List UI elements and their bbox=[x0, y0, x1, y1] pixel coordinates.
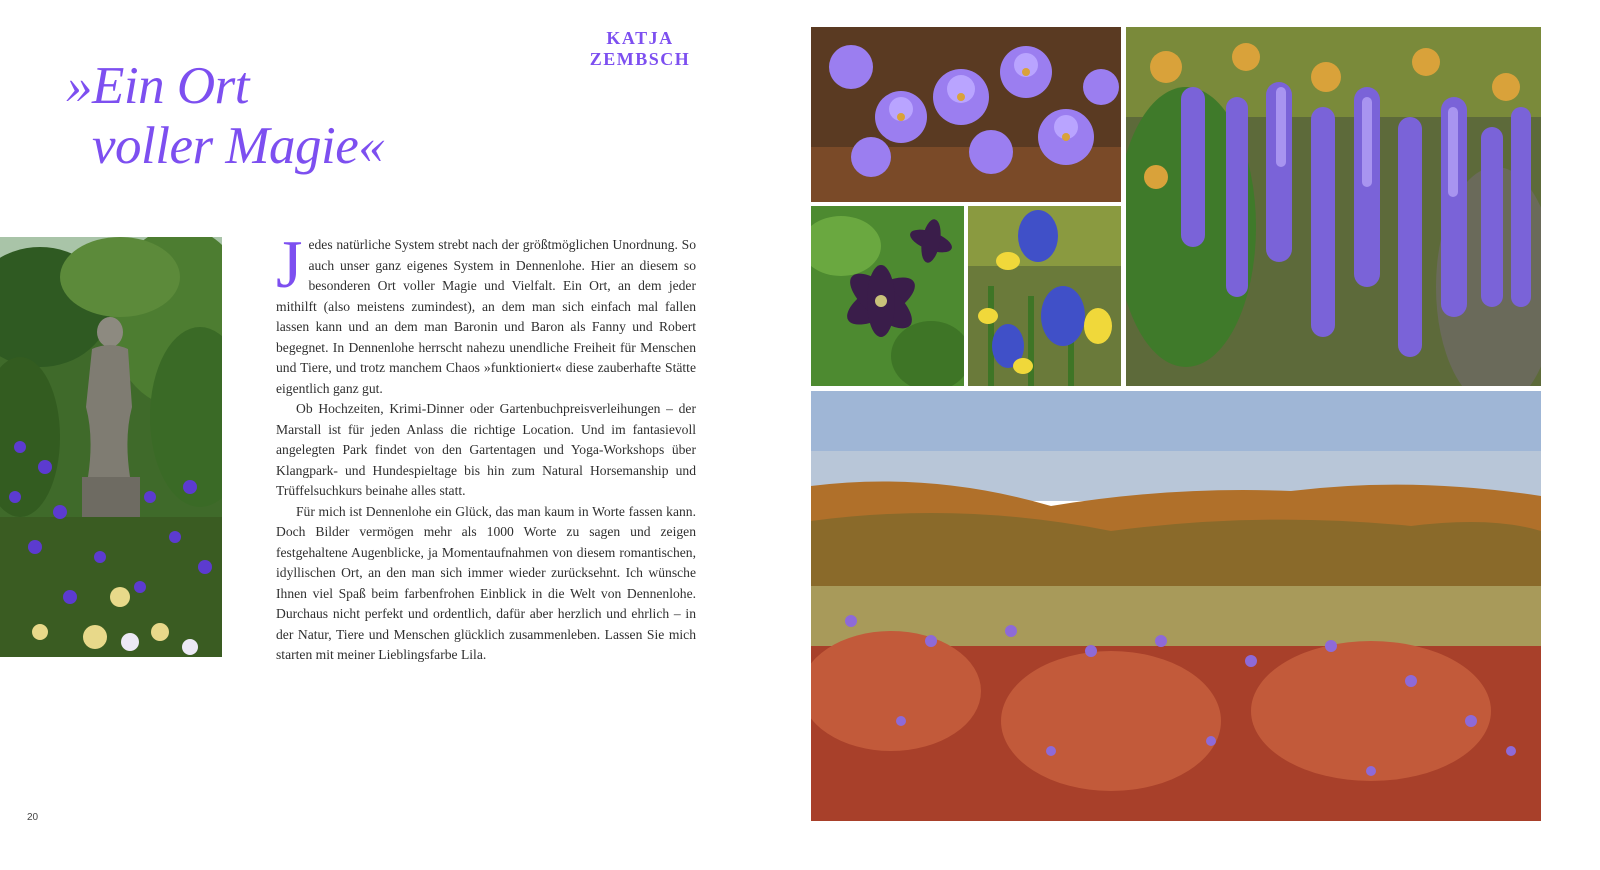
author-name bbox=[560, 28, 720, 70]
garden-statue-photo bbox=[0, 237, 222, 657]
purple-crocus-photo bbox=[811, 27, 1121, 202]
autumn-meadow-photo bbox=[811, 391, 1541, 821]
author-first-name: KATJA bbox=[606, 28, 674, 48]
article-body bbox=[276, 226, 696, 666]
wisteria-photo bbox=[1126, 27, 1541, 386]
paragraph-1 bbox=[276, 226, 696, 399]
title-line-2: voller Magie« bbox=[92, 117, 385, 175]
author-last-name: ZEMBSCH bbox=[589, 49, 691, 69]
title-line-1: »Ein Ort bbox=[66, 57, 249, 115]
iris-photo bbox=[968, 206, 1121, 386]
drop-cap: J bbox=[276, 226, 303, 302]
clematis-photo bbox=[811, 206, 964, 386]
paragraph-3: Für mich ist Dennenlohe ein Glück, das man kaum in Worte fassen kann. Doch Bilder vermögen mehr als 1000 Worte zu sagen und zeigen festgehaltene Augenblicke, ja Momentaufnahmen von diesem romantischen, idyllischen Ort, an den man sich immer wieder zurücksehnt. Ich wünsche Ihnen viel Spaß beim farbenfrohen Einblick in die Welt von Dennenlohe. Durchaus nicht perfekt und ordentlich, dafür aber herzlich und ehrlich – in der Natur, Tiere und Menschen glücklich zusammenleben. Lassen Sie mich starten mit meiner Lieblingsfarbe Lila. bbox=[276, 503, 696, 662]
paragraph-1-text: edes natürliche System strebt nach der größtmöglichen Unordnung. So auch unser ganz eigenes System in Dennenlohe. Hier an diesem so besonderen Ort voller Magie und Vielfalt. Ein Ort, an dem jeder mithilft (also meistens zumindest), an dem man sich einfach mal fallen lassen kann und an dem man Baronin und Baron als Fanny und Robert begegnet. In Dennenlohe herrscht nahezu unendliche Freiheit für Menschen und Tiere, und trotz manchem Chaos »funktioniert« diese zauberhafte Stätte eigentlich ganz gut. bbox=[276, 237, 696, 396]
page-title bbox=[66, 56, 384, 176]
paragraph-2: Ob Hochzeiten, Krimi-Dinner oder Gartenbuchpreisverleihungen – der Marstall ist für jeden Anlass die richtige Location. Und im fantasievoll angelegten Park findet von den Gartentagen und Yoga-Workshops über Klangpark- und Hundespieltage bis hin zum Natural Horsemanship und Trüffelsuchkurs beinahe alles statt. bbox=[276, 401, 696, 498]
page-number: 20 bbox=[27, 812, 39, 823]
